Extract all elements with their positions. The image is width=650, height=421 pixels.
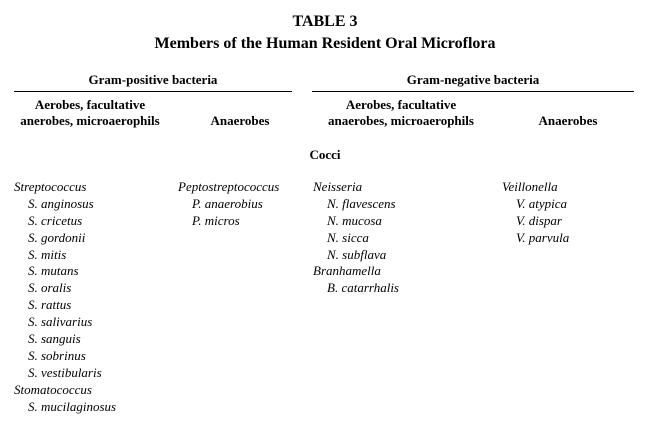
column-header-neg-aerobes [318, 97, 484, 129]
genus-name: Stomatococcus [14, 381, 92, 397]
column-header-pos-aerobes [10, 97, 170, 129]
species-name: S. salivarius [28, 314, 93, 330]
species-name: S. anginosus [28, 195, 94, 211]
species-name: V. dispar [516, 212, 562, 228]
species-name: V. parvula [516, 229, 570, 245]
species-name: V. atypica [516, 195, 568, 211]
genus-name: Streptococcus [14, 179, 87, 194]
species-name: S. mucilaginosus [28, 398, 117, 414]
species-name: P. anaerobius [192, 195, 263, 211]
species-name: S. cricetus [28, 212, 83, 228]
genus-name: Veillonella [502, 179, 558, 194]
species-name: N. sicca [327, 229, 369, 245]
column-header-line: anaerobes, microaerophils [328, 113, 474, 128]
group-header-gram-negative: Gram-negative bacteria [406, 72, 540, 87]
species-name: S. sobrinus [28, 347, 86, 363]
species-name: B. catarrhalis [327, 280, 399, 296]
species-name: S. sanguis [28, 331, 81, 347]
column-header-line: Aerobes, facultative [34, 97, 146, 112]
species-name: S. gordonii [28, 229, 86, 245]
column-header-neg-anaerobes: Anaerobes [538, 113, 598, 128]
species-name: S. vestibularis [28, 364, 102, 380]
species-name: N. mucosa [327, 212, 382, 228]
genus-name: Peptostreptococcus [178, 179, 280, 194]
species-name: N. flavescens [327, 195, 396, 211]
group-rule-gram-negative [312, 91, 634, 92]
table-subtitle: Members of the Human Resident Oral Microflora [154, 35, 496, 52]
species-name: S. oralis [28, 280, 72, 296]
species-name: P. micros [192, 212, 240, 228]
genus-name: Branhamella [313, 263, 381, 279]
column-pos-aerobes [14, 179, 116, 415]
column-neg-anaerobes [502, 179, 569, 247]
column-header-line: Aerobes, facultative [345, 97, 457, 112]
section-label-cocci: Cocci [309, 147, 341, 162]
species-name: N. subflava [327, 246, 387, 262]
table-title: TABLE 3 [292, 13, 358, 30]
column-neg-aerobes [313, 179, 399, 297]
genus-name: Neisseria [313, 179, 363, 194]
group-rule-gram-positive [14, 91, 292, 92]
species-name: S. rattus [28, 297, 72, 313]
column-header-pos-anaerobes: Anaerobes [210, 113, 270, 128]
column-header-line: anerobes, microaerophils [20, 113, 160, 128]
species-name: S. mutans [28, 263, 79, 279]
species-name: S. mitis [28, 246, 67, 262]
column-pos-anaerobes [178, 179, 279, 230]
group-header-gram-positive: Gram-positive bacteria [88, 72, 218, 87]
